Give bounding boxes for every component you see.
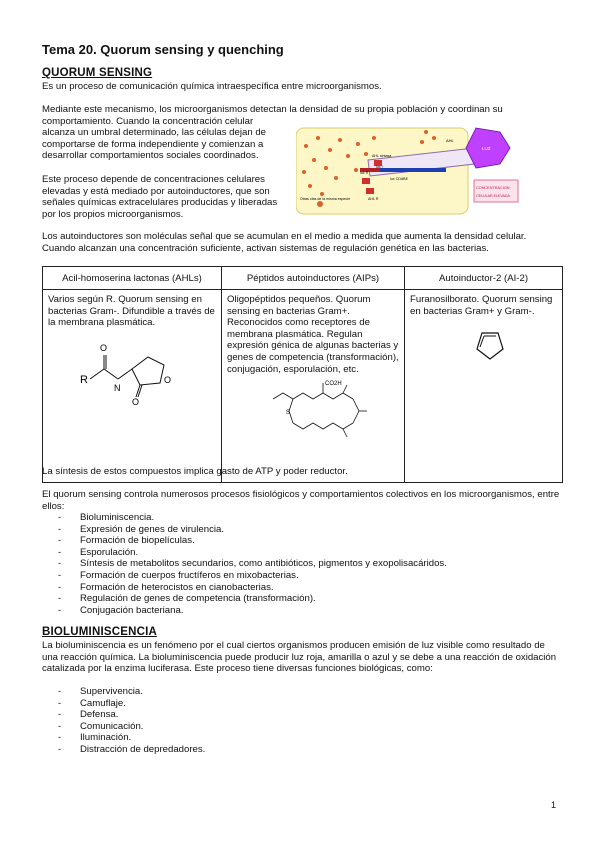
section-heading-quorum-sensing: QUORUM SENSING <box>42 67 153 79</box>
bioluminiscencia-list <box>58 686 205 756</box>
figure-label-concentracion: CONCENTRACION <box>476 186 510 190</box>
autoinducer-paragraph: Este proceso depende de concentraciones celulares elevadas y está mediado por autoinductores, que son señales químicas extracelulares producidas y liberadas por los propios microorganismos. <box>42 174 278 220</box>
chem-co2h: CO2H <box>325 381 342 388</box>
chem-o2: O <box>132 396 140 405</box>
aip-structure-icon <box>263 377 373 441</box>
figure-label-luz: LUZ <box>482 146 491 151</box>
list-item: - Síntesis de metabolitos secundarios, como antibióticos, pigmentos y exopolisacáridos. <box>58 558 447 570</box>
control-intro-paragraph: El quorum sensing controla numerosos procesos fisiológicos y comportamientos colectivos en los microorganismos, entre ellos: <box>42 489 560 512</box>
figure-label-luxi: lux I <box>376 165 383 169</box>
table-header-ai2: Autoinductor-2 (AI-2) <box>405 267 563 290</box>
list-item: - Supervivencia. <box>58 686 205 698</box>
page-title: Tema 20. Quorum sensing y quenching <box>42 42 284 57</box>
figure-label-ahlr: AHL R <box>368 197 379 201</box>
table-header-ahls: Acil-homoserina lactonas (AHLs) <box>43 267 222 290</box>
mechanism-paragraph-rest: comportamiento. Cuando la concentración celular alcanza un umbral determinado, las células dejan de comportarse de forma independiente y comienzan a desarrollar comportamientos sociales coordinados. <box>42 115 266 162</box>
figure-label-luxr: lux R <box>360 171 369 175</box>
chem-o1: O <box>100 342 108 353</box>
page-number: 1 <box>550 800 556 810</box>
figure-label-ahl-sintasa: AHL sintasa <box>372 154 392 158</box>
definition-paragraph: Es un proceso de comunicación química intraespecífica entre microorganismos. <box>42 81 382 92</box>
list-item: - Formación de heterocistos en cianobacterias. <box>58 582 447 594</box>
mechanism-paragraph-line1: Mediante este mecanismo, los microorganismos detectan la densidad de su propia población y coordinan su <box>42 104 503 115</box>
list-item: - Comunicación. <box>58 721 205 733</box>
list-item: - Formación de biopelículas. <box>58 535 447 547</box>
list-item: - Camuflaje. <box>58 698 205 710</box>
table-header-row <box>43 267 563 290</box>
table-cell-ahls <box>43 290 222 483</box>
autoinducers-table <box>42 266 563 483</box>
chem-s: S <box>286 410 291 417</box>
atp-paragraph: La síntesis de estos compuestos implica gasto de ATP y poder reductor. <box>42 466 348 477</box>
list-item: - Regulación de genes de competencia (transformación). <box>58 593 447 605</box>
table-cell-ai2 <box>405 290 563 483</box>
section-heading-bioluminiscencia: BIOLUMINISCENCIA <box>42 626 158 638</box>
ahl-structure-icon <box>68 335 208 405</box>
figure-label-celular-elevada: CELULAR ELEVADA <box>476 194 510 198</box>
figure-label-otras: Otras cfas de la misma especie <box>300 197 351 201</box>
furan-structure-icon <box>470 325 510 365</box>
chem-o3: O <box>164 374 172 385</box>
cell-text-ai2: Furanosilborato. Quorum sensing en bacterias Gram+ y Gram-. <box>410 294 553 317</box>
list-item: - Bioluminiscencia. <box>58 512 447 524</box>
list-item: - Esporulación. <box>58 547 447 559</box>
control-list <box>58 512 447 616</box>
list-item: - Defensa. <box>58 709 205 721</box>
list-item: - Formación de cuerpos fructíferos en mixobacterias. <box>58 570 447 582</box>
list-item: - Conjugación bacteriana. <box>58 605 447 617</box>
table-header-aips: Péptidos autoinductores (AIPs) <box>222 267 405 290</box>
list-item: - Iluminación. <box>58 732 205 744</box>
table-cell-aips <box>222 290 405 483</box>
autoinducers-paragraph: Los autoinductores son moléculas señal que se acumulan en el medio a medida que aumenta la densidad celular. Cuando alcanzan una concentración suficiente, activan sistemas de regulación genética en las bacterias. <box>42 231 527 254</box>
chem-n: N <box>114 382 121 393</box>
chem-r: R <box>80 373 88 386</box>
list-item: - Distracción de depredadores. <box>58 744 205 756</box>
list-item: - Expresión de genes de virulencia. <box>58 524 447 536</box>
figure-label-luxcdabe: lux CDABE <box>390 177 408 181</box>
bioluminiscencia-paragraph: La bioluminiscencia es un fenómeno por el cual ciertos organismos producen emisión de luz visible como resultado de una reacción química. La bioluminiscencia puede producir luz roja, amarilla o azul y se debe a una reacción de oxidación catalizada por la enzima luciferasa. Este proceso tiene diversas funciones biológicas, como: <box>42 640 557 675</box>
quorum-sensing-figure <box>296 124 520 216</box>
cell-text-ahls: Varios según R. Quorum sensing en bacterias Gram-. Difundible a través de la membrana plasmática. <box>48 294 215 329</box>
cell-text-aips: Oligopéptidos pequeños. Quorum sensing en bacterias Gram+. Reconocidos como receptores de membrana plasmática. Regulan expresión génica de algunas bacterias y genes de competencia (transformación), conjugación, esporulación, etc. <box>227 294 399 375</box>
figure-label-ahl: AHL <box>446 138 454 143</box>
table-row <box>43 290 563 483</box>
